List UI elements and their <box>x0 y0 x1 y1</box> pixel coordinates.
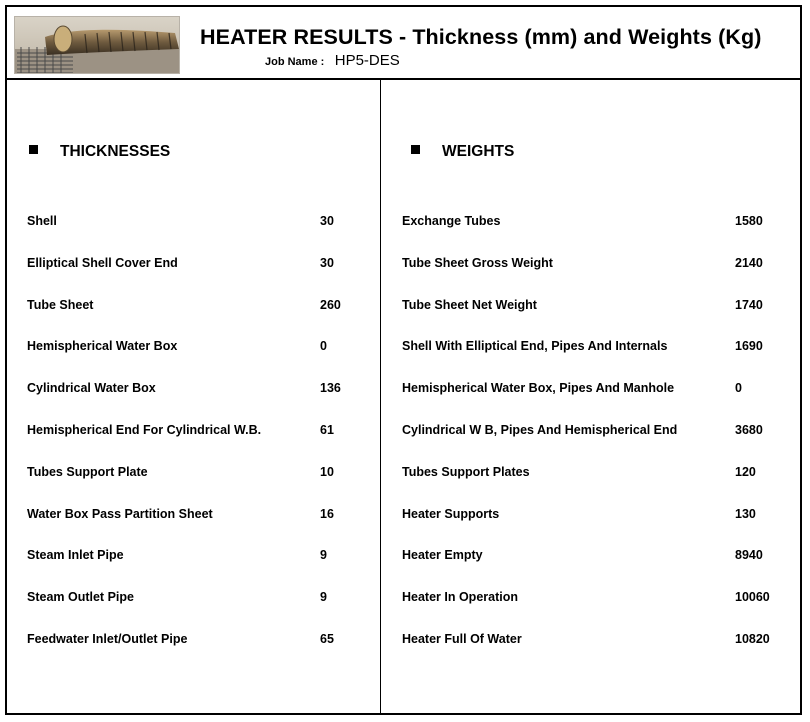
item-value: 1690 <box>735 339 763 354</box>
item-label: Hemispherical Water Box, Pipes And Manhole <box>402 381 675 396</box>
item-value: 30 <box>320 214 334 228</box>
item-value: 16 <box>320 506 334 521</box>
item-value: 130 <box>735 506 756 521</box>
item-label: Tubes Support Plates <box>402 464 530 479</box>
job-name-line <box>265 52 400 70</box>
item-label: Cylindrical Water Box <box>27 381 156 396</box>
report-frame <box>5 5 802 715</box>
report-title: HEATER RESULTS - Thickness (mm) and Weights (Kg) <box>200 25 762 49</box>
item-label: Tube Sheet Gross Weight <box>402 255 553 270</box>
item-label: Feedwater Inlet/Outlet Pipe <box>27 631 188 646</box>
item-label: Steam Outlet Pipe <box>27 590 134 605</box>
item-value: 3680 <box>735 422 763 437</box>
item-value: 10060 <box>735 590 770 605</box>
weights-heading-text: WEIGHTS <box>442 143 515 160</box>
item-label: Hemispherical End For Cylindrical W.B. <box>27 422 262 437</box>
item-value: 10820 <box>735 631 770 646</box>
item-label: Tubes Support Plate <box>27 464 148 479</box>
item-value: 0 <box>320 339 327 354</box>
item-value: 10 <box>320 464 334 479</box>
item-value: 1740 <box>735 297 763 312</box>
item-label: Heater In Operation <box>402 590 518 605</box>
item-label: Heater Supports <box>402 506 500 521</box>
item-label: Hemispherical Water Box <box>27 339 178 354</box>
report-header <box>7 7 800 80</box>
square-bullet-icon <box>29 145 38 154</box>
item-label: Cylindrical W B, Pipes And Hemispherical End <box>402 422 678 437</box>
column-divider <box>380 80 381 713</box>
item-value: 9 <box>320 548 327 563</box>
item-label: Shell <box>27 214 57 228</box>
item-label: Exchange Tubes <box>402 214 501 228</box>
item-value: 120 <box>735 464 756 479</box>
item-value: 260 <box>320 297 341 312</box>
job-name-value: HP5-DES <box>334 52 400 69</box>
item-value: 30 <box>320 255 334 270</box>
item-label: Shell With Elliptical End, Pipes And Internals <box>402 339 668 354</box>
item-value: 8940 <box>735 548 763 563</box>
item-value: 65 <box>320 631 334 646</box>
job-name-label: Job Name : <box>265 56 325 68</box>
item-value: 2140 <box>735 255 763 270</box>
item-label: Elliptical Shell Cover End <box>27 255 178 270</box>
item-label: Heater Full Of Water <box>402 631 522 646</box>
item-value: 136 <box>320 381 341 396</box>
item-value: 1580 <box>735 214 763 228</box>
square-bullet-icon <box>411 145 420 154</box>
item-value: 61 <box>320 422 334 437</box>
item-label: Tube Sheet <box>27 297 94 312</box>
item-label: Tube Sheet Net Weight <box>402 297 537 312</box>
item-value: 0 <box>735 381 742 396</box>
heater-photo-logo <box>14 16 180 74</box>
thicknesses-heading-text: THICKNESSES <box>60 143 171 160</box>
item-label: Heater Empty <box>402 548 483 563</box>
item-value: 9 <box>320 590 327 605</box>
item-label: Steam Inlet Pipe <box>27 548 124 563</box>
item-label: Water Box Pass Partition Sheet <box>27 506 213 521</box>
thicknesses-heading <box>29 143 170 161</box>
weights-heading <box>411 143 514 161</box>
heater-tubes-image <box>15 17 180 74</box>
